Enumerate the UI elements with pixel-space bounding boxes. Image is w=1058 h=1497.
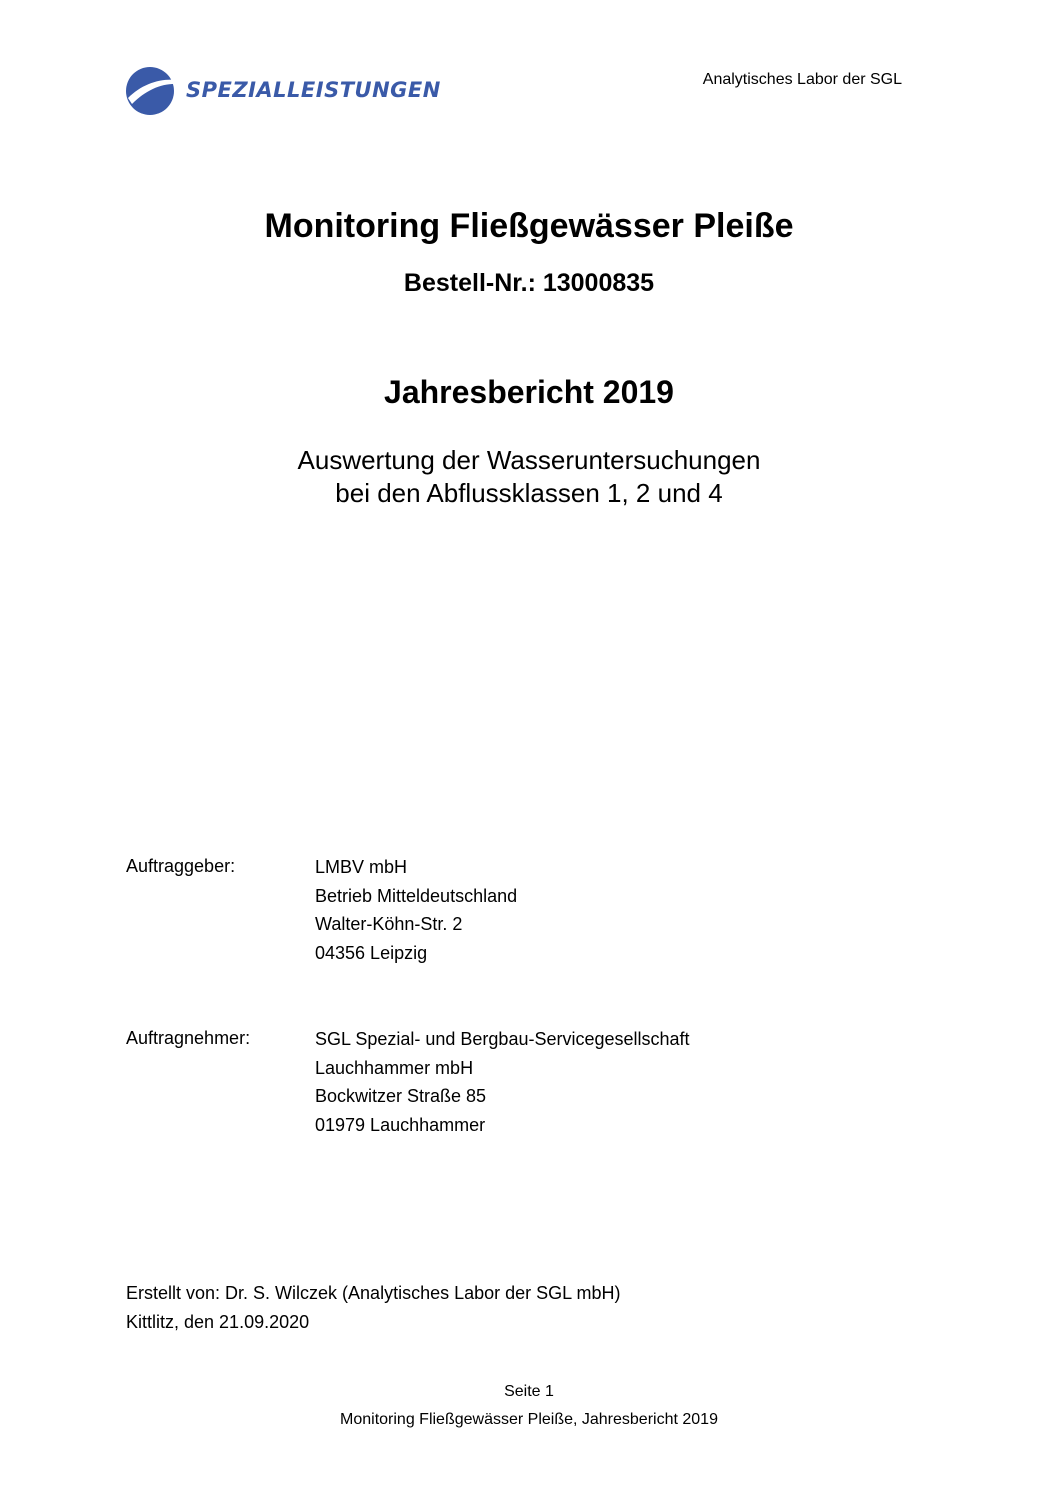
subtitle-line-1: Auswertung der Wasseruntersuchungen (297, 445, 761, 475)
footer-document-title: Monitoring Fließgewässer Pleiße, Jahresbericht 2019 (340, 1411, 718, 1428)
client-address (315, 853, 517, 967)
contractor-line: Lauchhammer mbH (315, 1057, 474, 1078)
contractor-line: Bockwitzer Straße 85 (315, 1086, 487, 1106)
report-title: Jahresbericht 2019 (384, 374, 674, 410)
header-lab-name: Analytisches Labor der SGL (702, 71, 902, 88)
client-line: LMBV mbH (315, 857, 408, 877)
client-line: Walter-Köhn-Str. 2 (315, 914, 463, 934)
created-by: Erstellt von: Dr. S. Wilczek (Analytisches Labor der SGL mbH) (126, 1283, 621, 1303)
order-number: Bestell-Nr.: 13000835 (403, 269, 655, 297)
subtitle-line-2: bei den Abflussklassen 1, 2 und 4 (335, 478, 723, 508)
page-number: Seite 1 (504, 1383, 554, 1400)
client-label: Auftraggeber: (126, 856, 236, 876)
contractor-label: Auftragnehmer: (126, 1028, 251, 1048)
document-title: Monitoring Fließgewässer Pleiße (264, 207, 794, 245)
client-line: 04356 Leipzig (315, 942, 428, 963)
logo-emblem-icon (124, 66, 180, 116)
contractor-line: 01979 Lauchhammer (315, 1114, 486, 1135)
client-line: Betrieb Mitteldeutschland (315, 885, 518, 906)
company-logo (124, 66, 484, 116)
place-date: Kittlitz, den 21.09.2020 (126, 1312, 310, 1332)
logo-wordmark: SPEZIALLEISTUNGEN (186, 78, 441, 102)
contractor-line: SGL Spezial- und Bergbau-Servicegesellschaft (315, 1029, 690, 1049)
contractor-address (315, 1025, 690, 1139)
